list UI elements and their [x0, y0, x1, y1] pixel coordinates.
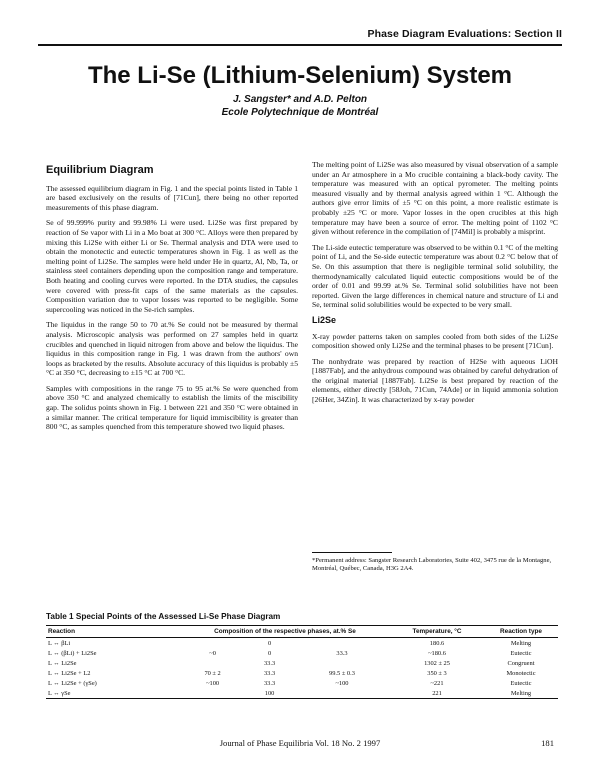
footnote-rule — [312, 552, 392, 553]
cell-c1 — [180, 688, 245, 699]
table-row — [46, 638, 558, 649]
cell-c1: ~0 — [209, 649, 216, 657]
table-header-row — [46, 626, 558, 638]
cell-c2: 100 — [245, 688, 294, 699]
header-composition: Composition of the respective phases, at.% Se — [180, 626, 390, 638]
footnote: *Permanent address: Sangster Research Laboratories, Suite 402, 3475 rue de la Montagne, Montréal, Québec, Canada, H3G 2A4. — [312, 557, 552, 573]
table-row — [46, 668, 558, 678]
paragraph: Samples with compositions in the range 75 to 95 at.% Se were quenched from above 350 °C and analyzed chemically to establish the limits of the miscibility gap. The solidus points shown in Fig. 1 between 221 and 350 °C were obtained in a similar manner. The critical temperature for liquid immiscibility is greater than 800 °C, as samples quenched from this temperature showed two liquid phases. — [46, 383, 298, 432]
cell-c2: 0 — [267, 639, 272, 647]
cell-c2: 33.3 — [263, 659, 276, 667]
cell-reaction: L ↔ βLi — [48, 639, 71, 647]
cell-c1 — [180, 658, 245, 668]
cell-c2: 0 — [267, 649, 272, 657]
cell-c3 — [294, 658, 390, 668]
paragraph: The nonhydrate was prepared by reaction of H2Se with aqueous LiOH [1887Fab], and the anhydrous compound was obtained by careful dehydration of the original material [1887Fab]. Li2Se is best prepared by reaction of the elements, either directly [58Joh, 71Cun, 74Ade] or in liquid ammonia solution [26Her, 34Zin]. It was characterized by x-ray powder — [312, 356, 558, 405]
cell-temp: ~180.6 — [428, 649, 446, 657]
cell-temp: 1302 ± 25 — [424, 659, 450, 667]
cell-type: Monotectic — [506, 669, 536, 677]
affiliation: Ecole Polytechnique de Montréal — [221, 107, 379, 118]
table-row — [46, 648, 558, 658]
cell-c3: ~100 — [335, 679, 349, 687]
authors: J. Sangster* and A.D. Pelton — [232, 94, 368, 105]
subsection-title-li2se: Li2Se — [312, 314, 337, 325]
special-points-table — [46, 612, 558, 699]
paragraph: The liquidus in the range 50 to 70 at.% Se could not be measured by thermal analysis. Microscopic analysis was performed on 27 samples held in quartz crucibles and quenched in liquid nitrogen from above and below the liquidus. The liquidus in this composition range in Fig. 1 was drawn from the authors' own loops as bracketed by the results. Absolute accuracy of this liquidus is probably ±5 °C at 350 °C, decreasing to ±15 °C at 700 °C. — [46, 320, 298, 378]
table-row — [46, 688, 558, 699]
cell-c2: 33.3 — [263, 679, 276, 687]
header-temperature: Temperature, °C — [390, 626, 484, 638]
page-number: 181 — [541, 738, 554, 748]
left-column — [46, 160, 298, 438]
cell-c3: 99.5 ± 0.3 — [329, 669, 355, 677]
paragraph: The assessed equilibrium diagram in Fig. 1 and the special points listed in Table 1 are based exclusively on the results of [71Cun], there being no other reported measurements of this phase diagram. — [46, 183, 298, 212]
header-reaction: Reaction — [46, 626, 180, 638]
right-column — [312, 160, 558, 411]
cell-c2: 33.3 — [263, 669, 276, 677]
cell-reaction: L ↔ Li2Se + L2 — [48, 669, 91, 677]
table-caption: Table 1 Special Points of the Assessed Li-Se Phase Diagram — [46, 612, 281, 621]
cell-type: Congruent — [507, 659, 535, 667]
cell-c1 — [180, 638, 245, 649]
table-row — [46, 658, 558, 668]
section-title-equilibrium: Equilibrium Diagram — [46, 164, 154, 176]
cell-temp: 350 ± 3 — [427, 669, 447, 677]
cell-type: Eutectic — [510, 649, 532, 657]
cell-reaction: L ↔ Li2Se + (γSe) — [48, 679, 97, 687]
paragraph: Se of 99.999% purity and 99.98% Li were used. Li2Se was first prepared by reaction of Se vapor with Li in a Mo boat at 300 °C. Alloys were then prepared by mixing this Li2Se with either Li or Se. Thermal analysis and DTA were used to obtain the monotectic and eutectic temperatures shown in Fig. 1 as well as the melting point of Li2Se. The samples were held under He in quartz, Al, Nb, Ta, or stainless steel containers depending upon the composition range and temperature. Both heating and cooling curves were reported. In the DTA studies, the capsules were covered with press-fit caps of the same materials as the capsules. Composition variation due to vapor losses was reported to be negligible. Some supercooling was noticed in the Se-rich samples. — [46, 218, 298, 314]
cell-reaction: L ↔ Li2Se — [48, 659, 77, 667]
paragraph: The Li-side eutectic temperature was observed to be within 0.1 °C of the melting point of Li, and the Se-side eutectic temperature was about 0.2 °C below that of Se. On this assumption that there is negligible terminal solid solubility, the thermodynamically calculated liquid eutectic compositions would be of the order of 0.01 and 99.99 at.% Se. Terminal solid solubilities have not been reported. Given the large differences in chemical nature and structure of Li and Se, terminal solid solubilities would be expected to be very small. — [312, 242, 558, 310]
cell-c3 — [294, 638, 390, 649]
article-title: The Li-Se (Lithium-Selenium) System — [87, 62, 513, 89]
header-rule — [38, 44, 562, 46]
cell-temp: 180.6 — [429, 639, 445, 647]
cell-temp: 221 — [390, 688, 484, 699]
cell-c3: 33.3 — [336, 649, 348, 657]
cell-type: Melting — [510, 639, 532, 647]
cell-temp: ~221 — [430, 679, 444, 687]
cell-type: Eutectic — [510, 679, 532, 687]
cell-c1: ~100 — [206, 679, 220, 687]
journal-footer: Journal of Phase Equilibria Vol. 18 No. 2 1997 — [219, 738, 381, 748]
cell-type: Melting — [484, 688, 558, 699]
header-type: Reaction type — [484, 626, 558, 638]
cell-reaction: L ↔ γSe — [46, 688, 180, 699]
cell-reaction: L ↔ (βLi) + Li2Se — [48, 649, 97, 657]
table-row — [46, 678, 558, 688]
running-header: Phase Diagram Evaluations: Section II — [367, 28, 562, 40]
cell-c3 — [294, 688, 390, 699]
table — [46, 625, 558, 699]
paragraph: X-ray powder patterns taken on samples cooled from both sides of the Li2Se composition showed only Li2Se and the terminal phases to be present [71Cun]. — [312, 331, 558, 351]
cell-c1: 70 ± 2 — [204, 669, 221, 677]
paragraph: The melting point of Li2Se was also measured by visual observation of a sample under an Ar atmosphere in a Mo crucible containing a black-body cavity. The temperature was measured with an optical pyrometer. The melting points measured visually and by thermal analysis agreed within 1 °C. Although the authors give error limits of ±5 °C on this point, a more realistic estimate is probably ±25 °C or more. Vapor losses in the open crucibles at this high temperature may have been a source of error. The melting point of 1102 °C given without reference in the compilation of [74Mil] is probably a misprint. — [312, 160, 558, 237]
